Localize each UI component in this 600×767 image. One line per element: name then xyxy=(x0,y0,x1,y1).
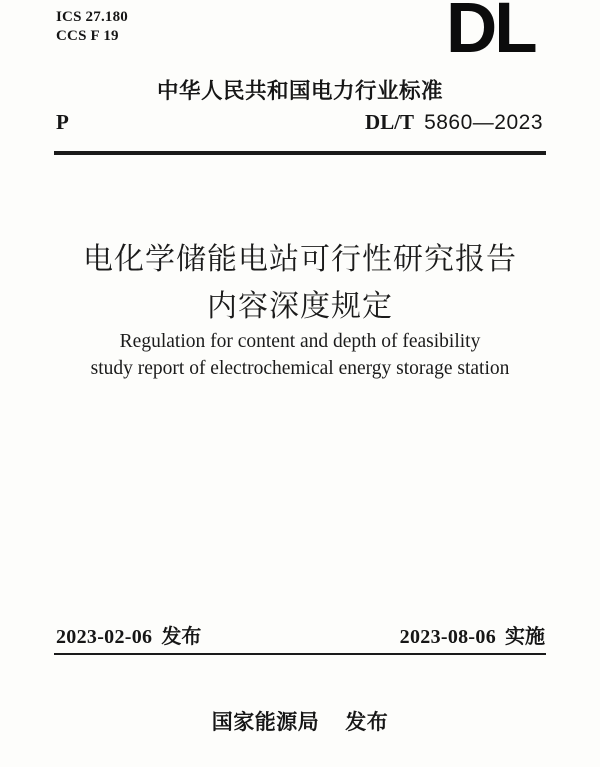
doc-class-letter: P xyxy=(56,110,69,134)
issue-date-group xyxy=(56,620,201,649)
header-rule xyxy=(54,151,546,155)
implement-label: 实施 xyxy=(505,626,545,648)
standard-type-heading: 中华人民共和国电力行业标准 xyxy=(156,79,443,103)
publisher-name: 国家能源局 xyxy=(211,711,320,734)
implement-date: 2023-08-06 xyxy=(399,626,496,648)
standard-number-digits: 5860—2023 xyxy=(424,111,543,134)
publisher-action: 发布 xyxy=(345,711,389,734)
publisher-row xyxy=(0,706,600,736)
ics-code: ICS 27.180 xyxy=(56,9,129,25)
classification-codes xyxy=(56,8,128,46)
title-english-line1: Regulation for content and depth of feasibility xyxy=(119,331,481,352)
issue-date: 2023-02-06 xyxy=(56,626,153,648)
standard-number-prefix: DL/T xyxy=(365,110,415,134)
footer-rule xyxy=(54,653,546,655)
date-row xyxy=(56,620,545,649)
implement-date-group xyxy=(400,620,545,649)
dl-logo: DL xyxy=(446,0,535,68)
ccs-code: CCS F 19 xyxy=(56,28,119,44)
title-chinese-line2: 内容深度规定 xyxy=(207,290,393,323)
issue-label: 发布 xyxy=(161,626,202,648)
standard-number xyxy=(365,110,543,135)
title-english-line2: study report of electrochemical energy storage station xyxy=(90,358,510,379)
title-chinese-line1: 电化学储能电站可行性研究报告 xyxy=(83,243,517,276)
